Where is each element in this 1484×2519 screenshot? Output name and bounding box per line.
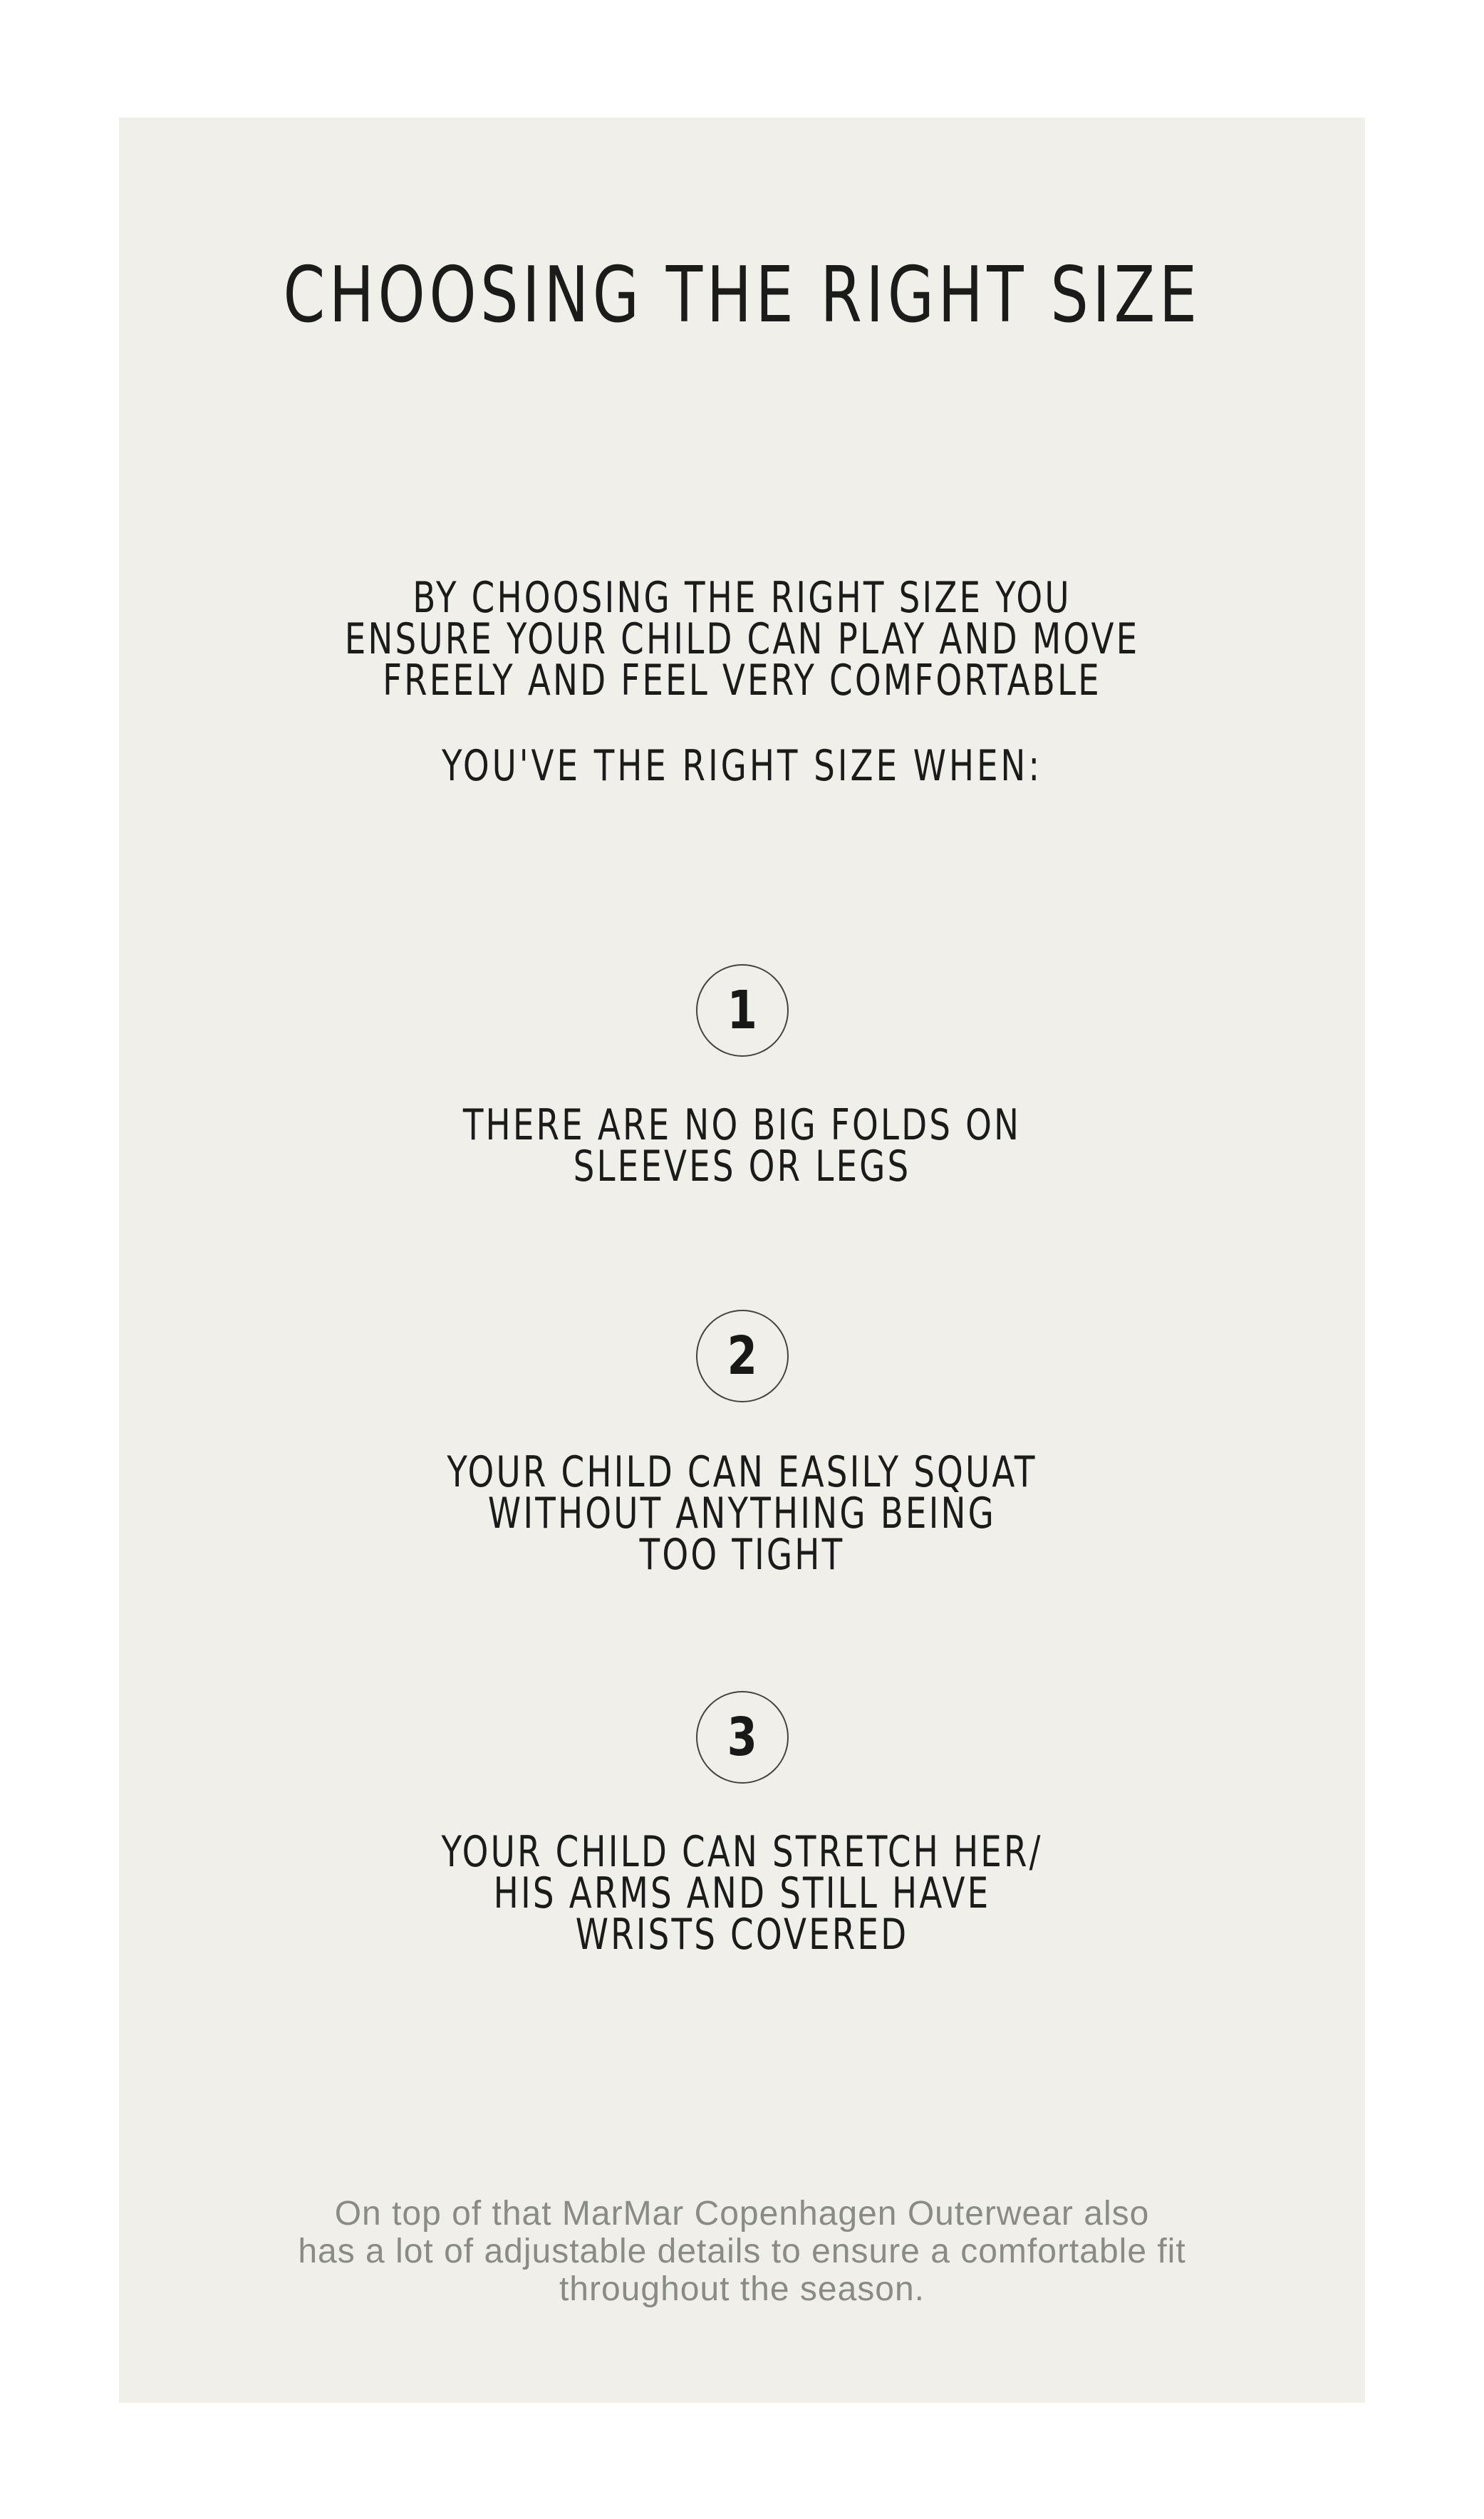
footer-line: On top of that MarMar Copenhagen Outerwear also bbox=[334, 2195, 1150, 2233]
intro-line: FREELY AND FEEL VERY COMFORTABLE bbox=[383, 656, 1101, 705]
step-3-number: 3 bbox=[727, 1707, 757, 1768]
step-2-line: TOO TIGHT bbox=[639, 1530, 845, 1580]
step-3-line: YOUR CHILD CAN STRETCH HER/ bbox=[441, 1827, 1043, 1877]
intro-line: ENSURE YOUR CHILD CAN PLAY AND MOVE bbox=[344, 614, 1140, 664]
step-3-line: WRISTS COVERED bbox=[575, 1910, 909, 1960]
step-3-text bbox=[256, 1827, 1228, 1960]
footer-line: has a lot of adjustable details to ensure a comfortable fit bbox=[298, 2233, 1186, 2270]
step-3-circle bbox=[696, 1691, 789, 1784]
step-1-text bbox=[256, 1100, 1228, 1191]
intro-line: BY CHOOSING THE RIGHT SIZE YOU bbox=[412, 573, 1072, 623]
size-guide-panel bbox=[119, 118, 1365, 2403]
step-1-line: SLEEVES OR LEGS bbox=[573, 1142, 911, 1191]
page-title: CHOOSING THE RIGHT SIZE bbox=[283, 251, 1201, 340]
intro-paragraph bbox=[256, 573, 1228, 705]
step-2-circle bbox=[696, 1310, 789, 1402]
step-3-line: HIS ARMS AND STILL HAVE bbox=[493, 1868, 991, 1918]
footer-note bbox=[119, 2195, 1365, 2308]
step-2-line: WITHOUT ANYTHING BEING bbox=[487, 1489, 997, 1538]
step-1-number: 1 bbox=[727, 980, 757, 1041]
footer-line: throughout the season. bbox=[559, 2270, 925, 2308]
step-2-number: 2 bbox=[727, 1325, 757, 1387]
subheading: YOU'VE THE RIGHT SIZE WHEN: bbox=[441, 741, 1043, 791]
step-2-text bbox=[256, 1447, 1228, 1580]
step-1-circle bbox=[696, 964, 789, 1057]
step-1-line: THERE ARE NO BIG FOLDS ON bbox=[462, 1100, 1022, 1150]
step-2-line: YOUR CHILD CAN EASILY SQUAT bbox=[447, 1447, 1037, 1497]
